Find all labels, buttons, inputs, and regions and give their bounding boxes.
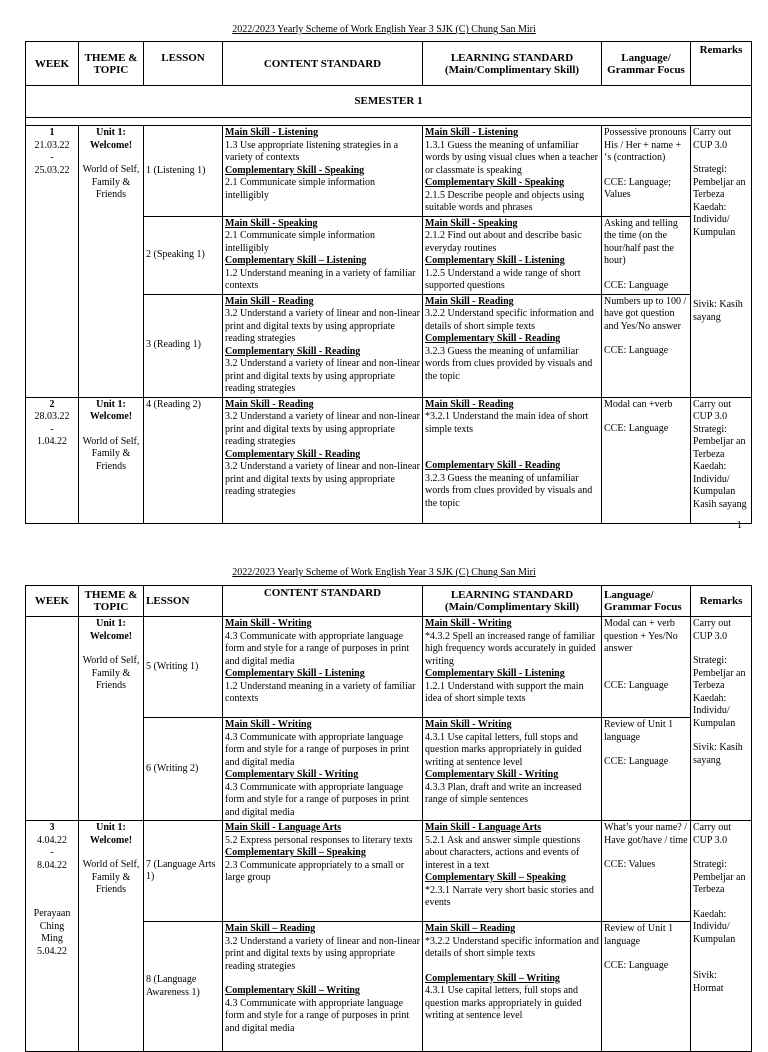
gap-row <box>26 118 752 126</box>
spacer <box>693 287 749 299</box>
standard-text: 2.1.5 Describe people and objects using suitable words and phrases <box>425 189 585 213</box>
skill-heading: Complementary Skill - Listening <box>225 668 365 679</box>
spacer <box>425 961 599 973</box>
standard-text: 3.2 Understand a variety of linear and non-linear print and digital texts by using appropriate reading strategies <box>225 358 420 394</box>
header-remarks: Remarks <box>691 586 752 617</box>
topic-name: World of Self, Family & Friends <box>82 164 140 200</box>
standard-text: 1.3 Use appropriate listening strategies in a variety of contexts <box>225 139 399 163</box>
header-remarks: Remarks <box>691 42 752 86</box>
week-number: 1 <box>49 127 55 138</box>
language-cell <box>602 617 691 718</box>
skill-heading: Complementary Skill - Writing <box>225 769 359 780</box>
language-cell <box>602 821 691 922</box>
standard-text: *4.3.2 Spell an increased range of familiar high frequency words accurately in guided writing <box>425 630 596 667</box>
skill-heading: Main Skill - Writing <box>425 618 512 629</box>
language-cell <box>602 397 691 523</box>
remark-text: Carry out CUP 3.0 <box>693 127 732 151</box>
remark-text: Carry out CUP 3.0 <box>693 822 732 846</box>
skill-heading: Complementary Skill - Listening <box>425 668 565 679</box>
standard-text: *3.2.1 Understand the main idea of short simple texts <box>425 411 589 435</box>
remark-text: Strategi: Pembeljar an Terbeza Kaedah: Individu/ Kumpulan <box>693 164 746 238</box>
week-start-date: 21.03.22 <box>34 139 70 151</box>
header-content: CONTENT STANDARD <box>223 42 423 86</box>
week-start-date: 28.03.22 <box>34 411 70 422</box>
table-row <box>26 397 752 523</box>
standard-text: 4.3 Communicate with appropriate language form and style for a range of purposes in print and digital media <box>225 997 410 1034</box>
header-content: CONTENT STANDARD <box>223 586 423 617</box>
theme-cell <box>79 617 144 821</box>
learning-cell <box>423 617 602 718</box>
standard-text: 3.2 Understand a variety of linear and non-linear print and digital texts by using appropriate reading strategies <box>225 308 420 344</box>
standard-text: 1.2.5 Understand a wide range of short supported questions <box>425 267 581 291</box>
standard-text: 3.2 Understand a variety of linear and non-linear print and digital texts by using appropriate reading strategies <box>225 411 420 447</box>
skill-heading: Complementary Skill – Listening <box>225 255 367 266</box>
remarks-cell <box>691 397 752 523</box>
learning-cell <box>423 397 602 523</box>
standard-text: 2.1 Communicate simple information intelligibly <box>225 230 375 254</box>
scheme-table-page-1 <box>25 41 752 524</box>
skill-heading: Main Skill – Reading <box>425 923 516 934</box>
standard-text: Modal can +verb <box>604 398 673 410</box>
skill-heading: Complementary Skill - Listening <box>425 255 565 266</box>
spacer <box>425 448 599 460</box>
standard-text: 5.2 Express personal responses to literary texts <box>225 834 413 846</box>
skill-heading: Main Skill - Writing <box>225 618 312 629</box>
header-learning: LEARNING STANDARD (Main/Complimentary Skill) <box>423 586 602 617</box>
spacer <box>693 643 749 655</box>
spacer <box>693 152 749 164</box>
week-date-dash: - <box>50 152 54 163</box>
header-lesson: LESSON <box>144 42 223 86</box>
standard-text: 1.2.1 Understand with support the main idea of short simple texts <box>425 680 584 704</box>
remark-text: Kasih sayang <box>693 498 747 510</box>
standard-text: 3.2.2 Understand specific information and details of short simple texts <box>425 308 594 332</box>
header-learning: LEARNING STANDARD (Main/Complimentary Skill) <box>423 42 602 86</box>
spacer <box>693 239 749 251</box>
spacer <box>604 411 688 423</box>
standard-text: 3.2.3 Guess the meaning of unfamiliar words from clues provided by visuals and the topic <box>425 472 593 509</box>
skill-heading: Main Skill - Reading <box>225 295 314 307</box>
standard-text: 1.3.1 Guess the meaning of unfamiliar words by using visual clues when a teacher or classmate is speaking <box>425 139 599 176</box>
standard-text: CCE: Language <box>604 756 669 767</box>
skill-heading: Complementary Skill – Speaking <box>425 872 566 883</box>
week-end-date: 8.04.22 <box>37 859 67 871</box>
standard-text: What’s your name? / Have got/have / time <box>604 822 688 846</box>
unit-name: Welcome! <box>89 834 133 846</box>
skill-heading: Main Skill - Reading <box>225 398 314 410</box>
skill-heading: Complementary Skill - Reading <box>425 460 561 471</box>
content-cell <box>223 126 423 217</box>
standard-text: 3.2.3 Guess the meaning of unfamiliar words from clues provided by visuals and the topic <box>425 345 593 382</box>
standard-text: Review of Unit 1 language <box>604 719 674 743</box>
semester-label: SEMESTER 1 <box>26 86 752 118</box>
standard-text: 2.3 Communicate appropriately to a small or large group <box>225 859 405 883</box>
standard-text: 4.3.1 Use capital letters, full stops and question marks appropriately in guided writing at sentence level <box>425 731 582 768</box>
skill-heading: Complementary Skill - Speaking <box>225 164 365 176</box>
learning-cell <box>423 718 602 821</box>
skill-heading: Complementary Skill - Speaking <box>425 177 565 188</box>
standard-text: 2.1.2 Find out about and describe basic everyday routines <box>425 230 582 254</box>
week-end-date: 1.04.22 <box>37 436 67 447</box>
spacer <box>693 730 749 742</box>
lesson-cell: 4 (Reading 2) <box>144 397 223 523</box>
header-theme: THEME & TOPIC <box>79 42 144 86</box>
remark-text: Sivik: Kasih sayang <box>693 299 743 323</box>
lesson-cell: 7 (Language Arts 1) <box>144 821 223 922</box>
spacer <box>693 897 749 909</box>
standard-text: CCE: Language; Values <box>604 176 671 200</box>
skill-heading: Main Skill - Listening <box>425 127 519 138</box>
scheme-table-page-2 <box>25 585 752 1052</box>
spacer <box>693 847 749 859</box>
skill-heading: Main Skill - Speaking <box>425 217 518 229</box>
skill-heading: Main Skill - Speaking <box>225 217 318 229</box>
semester-row <box>26 86 752 118</box>
standard-text: CCE: Language <box>604 679 669 691</box>
lesson-cell: 2 (Speaking 1) <box>144 216 223 294</box>
learning-cell <box>423 922 602 1052</box>
week-cell <box>26 397 79 523</box>
remark-text: Carry out CUP 3.0 <box>693 398 732 422</box>
header-row <box>26 42 752 86</box>
spacer <box>604 948 688 960</box>
language-cell <box>602 294 691 397</box>
standard-text: Asking and telling the time (on the hour/half past the hour) <box>604 217 678 266</box>
language-cell <box>602 126 691 217</box>
table-row <box>26 617 752 718</box>
remark-text: Strategi: Pembeljar an Terbeza <box>693 859 746 895</box>
language-cell <box>602 718 691 821</box>
skill-heading: Complementary Skill – Speaking <box>225 847 366 858</box>
standard-text: 1.2 Understand meaning in a variety of familiar contexts <box>225 267 416 291</box>
skill-heading: Complementary Skill - Reading <box>225 448 361 460</box>
header-week: WEEK <box>26 42 79 86</box>
week-number: 2 <box>49 398 55 410</box>
lesson-cell: 8 (Language Awareness 1) <box>144 922 223 1052</box>
remark-text: Sivik: Hormat <box>693 970 724 994</box>
spacer <box>604 268 688 280</box>
remark-text: Carry out CUP 3.0 <box>693 618 732 642</box>
standard-text: 5.2.1 Ask and answer simple questions about characters, actions and events of interest in a text <box>425 834 581 871</box>
topic-name: World of Self, Family & Friends <box>82 859 140 895</box>
header-lesson: LESSON <box>144 586 223 617</box>
skill-heading: Complementary Skill - Reading <box>425 333 561 344</box>
lesson-cell: 1 (Listening 1) <box>144 126 223 217</box>
header-language: Language/ Grammar Focus <box>602 586 691 617</box>
standard-text: CCE: Values <box>604 859 656 870</box>
skill-heading: Complementary Skill – Writing <box>225 985 360 996</box>
unit-label: Unit 1: <box>96 398 126 410</box>
spacer <box>604 165 688 177</box>
remarks-cell <box>691 821 752 1052</box>
content-cell <box>223 718 423 821</box>
standard-text: 2.1 Communicate simple information intelligibly <box>225 177 375 201</box>
standard-text: 1.2 Understand meaning in a variety of familiar contexts <box>225 680 416 704</box>
header-language: Language/ Grammar Focus <box>602 42 691 86</box>
topic-name: World of Self, Family & Friends <box>82 435 140 472</box>
spacer <box>604 333 688 345</box>
skill-heading: Main Skill - Reading <box>425 295 514 307</box>
spacer <box>604 656 688 668</box>
lesson-cell: 3 (Reading 1) <box>144 294 223 397</box>
unit-label: Unit 1: <box>96 618 126 629</box>
standard-text: 4.3.3 Plan, draft and write an increased range of simple sentences <box>425 781 582 805</box>
week-number: 3 <box>49 822 55 833</box>
page-number: 1 <box>737 520 742 531</box>
language-cell <box>602 216 691 294</box>
spacer <box>425 436 599 448</box>
content-cell <box>223 294 423 397</box>
content-cell <box>223 397 423 523</box>
skill-heading: Complementary Skill – Writing <box>425 972 560 984</box>
remark-text: Strategi: Pembeljar an Terbeza Kaedah: Individu/ Kumpulan <box>693 655 746 729</box>
skill-heading: Complementary Skill - Writing <box>425 769 559 780</box>
standard-text: 4.3 Communicate with appropriate language form and style for a range of purposes in print and digital media <box>225 781 410 818</box>
header-row <box>26 586 752 617</box>
remarks-cell <box>691 617 752 821</box>
standard-text: Numbers up to 100 / have got question and Yes/No answer <box>604 295 687 332</box>
theme-cell <box>79 397 144 523</box>
standard-text: 4.3 Communicate with appropriate language form and style for a range of purposes in print and digital media <box>225 630 410 667</box>
page-title: 2022/2023 Yearly Scheme of Work English Year 3 SJK (C) Chung San Miri <box>232 567 536 578</box>
standard-text: CCE: Language <box>604 279 669 291</box>
skill-heading: Main Skill - Listening <box>225 127 319 138</box>
week-cell <box>26 617 79 821</box>
standard-text: 3.2 Understand a variety of linear and non-linear print and digital texts by using appropriate reading strategies <box>225 461 420 497</box>
standard-text: 4.3 Communicate with appropriate language form and style for a range of purposes in print and digital media <box>225 731 410 768</box>
unit-name: Welcome! <box>89 630 133 642</box>
standard-text: CCE: Language <box>604 423 669 434</box>
skill-heading: Main Skill - Language Arts <box>425 822 542 833</box>
table-row <box>26 821 752 922</box>
unit-label: Unit 1: <box>96 127 126 138</box>
content-cell <box>223 922 423 1052</box>
standard-text: Review of Unit 1 language <box>604 923 674 947</box>
week-cell <box>26 126 79 398</box>
lesson-cell: 6 (Writing 2) <box>144 718 223 821</box>
week-start-date: 4.04.22 <box>37 834 67 846</box>
remark-text: Kaedah: Individu/ Kumpulan <box>693 908 736 945</box>
standard-text: Possessive pronouns His / Her + name + ‘s (contraction) <box>604 127 687 163</box>
standard-text: 3.2 Understand a variety of linear and non-linear print and digital texts by using appropriate reading strategies <box>225 935 420 972</box>
learning-cell <box>423 216 602 294</box>
remark-text: Sivik: Kasih sayang <box>693 742 743 766</box>
spacer <box>693 251 749 263</box>
unit-name: Welcome! <box>89 411 133 422</box>
skill-heading: Main Skill - Reading <box>425 398 514 410</box>
learning-cell <box>423 294 602 397</box>
standard-text: *3.2.2 Understand specific information and details of short simple texts <box>425 935 599 959</box>
header-week: WEEK <box>26 586 79 617</box>
skill-heading: Main Skill - Writing <box>425 719 512 730</box>
spacer <box>693 946 749 958</box>
holiday-note: Perayaan Ching Ming 5.04.22 <box>33 908 71 957</box>
skill-heading: Main Skill - Language Arts <box>225 822 342 833</box>
page-title: 2022/2023 Yearly Scheme of Work English Year 3 SJK (C) Chung San Miri <box>232 24 536 35</box>
theme-cell <box>79 821 144 1052</box>
topic-name: World of Self, Family & Friends <box>82 655 140 691</box>
spacer <box>604 668 688 680</box>
remark-text: Strategi: Pembeljar an Terbeza Kaedah: Individu/ Kumpulan <box>693 423 746 497</box>
learning-cell <box>423 126 602 217</box>
content-cell <box>223 617 423 718</box>
week-end-date: 25.03.22 <box>34 164 70 176</box>
skill-heading: Main Skill - Writing <box>225 719 312 730</box>
spacer <box>604 744 688 756</box>
spacer <box>693 275 749 287</box>
spacer <box>604 847 688 859</box>
learning-cell <box>423 821 602 922</box>
standard-text: Modal can + verb question + Yes/No answer <box>604 618 678 654</box>
header-theme: THEME & TOPIC <box>79 586 144 617</box>
language-cell <box>602 922 691 1052</box>
standard-text: 4.3.1 Use capital letters, full stops and question marks appropriately in guided writing at sentence level <box>425 985 582 1021</box>
table-row <box>26 126 752 217</box>
standard-text: CCE: Language <box>604 345 669 356</box>
week-cell <box>26 821 79 1052</box>
standard-text: CCE: Language <box>604 960 669 971</box>
spacer <box>693 958 749 970</box>
remarks-cell <box>691 126 752 398</box>
week-date-dash: - <box>50 423 54 435</box>
skill-heading: Main Skill – Reading <box>225 923 316 934</box>
unit-name: Welcome! <box>89 139 133 151</box>
lesson-cell: 5 (Writing 1) <box>144 617 223 718</box>
unit-label: Unit 1: <box>96 822 126 833</box>
content-cell <box>223 216 423 294</box>
standard-text: *2.3.1 Narrate very short basic stories and events <box>425 884 594 908</box>
week-date-dash: - <box>50 847 54 858</box>
spacer <box>693 263 749 275</box>
spacer <box>225 973 420 985</box>
theme-cell <box>79 126 144 398</box>
content-cell <box>223 821 423 922</box>
skill-heading: Complementary Skill - Reading <box>225 345 361 357</box>
